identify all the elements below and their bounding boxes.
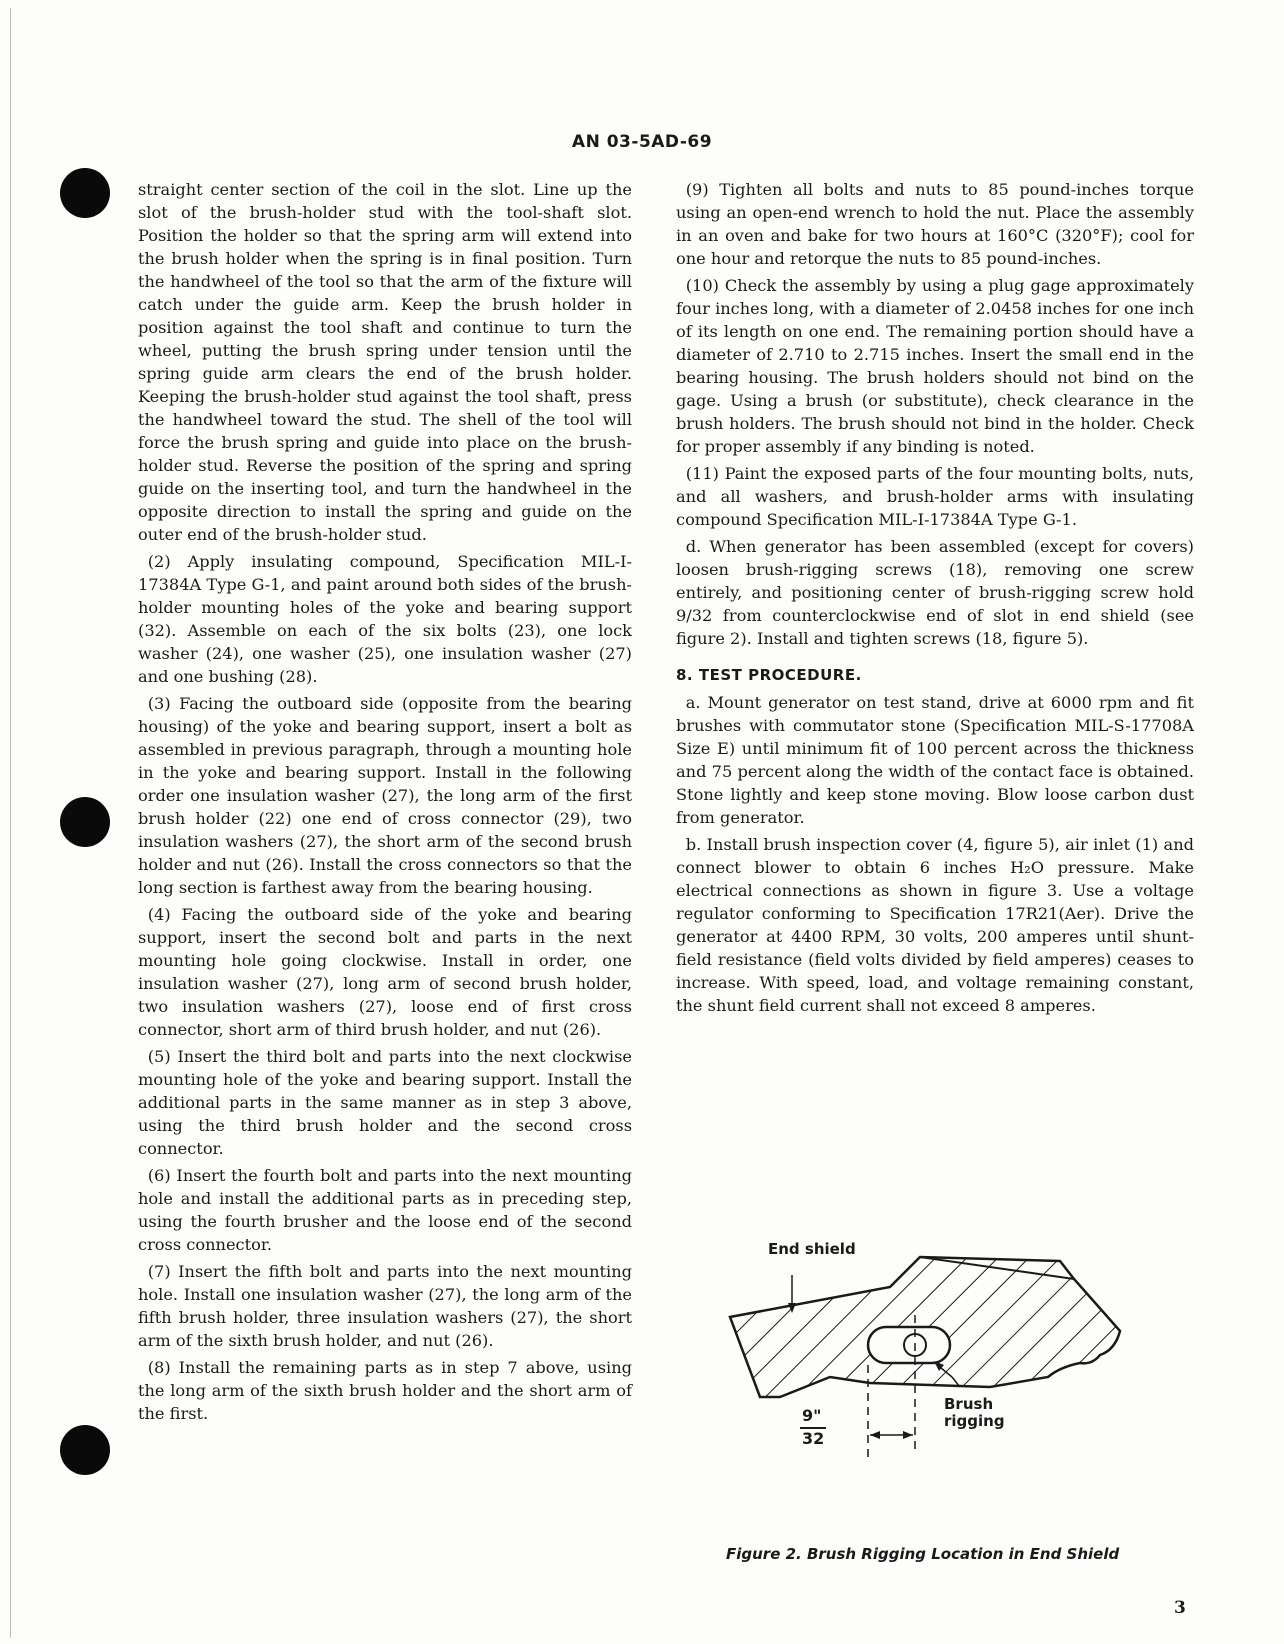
dimension-numerator: 9" [802, 1406, 822, 1425]
paragraph: a. Mount generator on test stand, drive at 6000 rpm and fit brushes with commutator stone (Specification MIL-S-17708A Size E) until minimum fit of 100 percent across the thickness and 75 percent along the width of the contact face is obtained. Stone lightly and keep stone moving. Blow loose carbon dust from generator. [676, 693, 1194, 827]
paragraph: d. When generator has been assembled (except for covers) loosen brush-rigging screws (18), removing one screw entirely, and positioning center of brush-rigging screw hold 9/32 from counterclockwise end of slot in end shield (see figure 2). Install and tighten screws (18, figure 5). [676, 537, 1194, 648]
end-shield-drawing [720, 1255, 1170, 1515]
punch-hole-top [60, 168, 110, 218]
page-number: 3 [1174, 1598, 1186, 1618]
paragraph: (4) Facing the outboard side of the yoke and bearing support, insert the second bolt and parts in the next mounting hole going clockwise. Install in order, one insulation washer (27), long arm of second brush holder, two insulation washers (27), loose end of first cross connector, short arm of third brush holder, and nut (26). [138, 905, 632, 1039]
rigging-label: rigging [944, 1412, 1005, 1430]
punch-hole-bottom [60, 1425, 110, 1475]
section-heading: 8. TEST PROCEDURE. [676, 666, 862, 684]
paragraph: (9) Tighten all bolts and nuts to 85 pound-inches torque using an open-end wrench to hold the nut. Place the assembly in an oven and bake for two hours at 160°C (320°F); cool for one hour and retorque the nuts to 85 pound-inches. [676, 180, 1194, 268]
paragraph: (8) Install the remaining parts as in step 7 above, using the long arm of the sixth brush holder and the short arm of the first. [138, 1358, 632, 1423]
figure-2-diagram [720, 1240, 1170, 1515]
paragraph: straight center section of the coil in the slot. Line up the slot of the brush-holder stud with the tool-shaft slot. Position the holder so that the spring arm will extend into the brush holder when the spring is in final position. Turn the handwheel of the tool so that the arm of the fixture will catch under the guide arm. Keep the brush holder in position against the tool shaft and continue to turn the wheel, putting the brush spring under tension until the spring guide arm clears the end of the brush holder. Keeping the brush-holder stud against the tool shaft, press the handwheel toward the stud. The shell of the tool will force the brush spring and guide into place on the brush-holder stud. Reverse the position of the spring and spring guide on the inserting tool, and turn the handwheel in the opposite direction to install the spring and guide on the outer end of the brush-holder stud. [138, 180, 632, 544]
paragraph: (10) Check the assembly by using a plug gage approximately four inches long, with a diameter of 2.0458 inches for one inch of its length on one end. The remaining portion should have a diameter of 2.710 to 2.715 inches. Insert the small end in the bearing housing. The brush holders should not bind on the gage. Using a brush (or substitute), check clearance in the brush holders. The brush should not bind in the holder. Check for proper assembly if any binding is noted. [676, 276, 1194, 456]
paragraph: b. Install brush inspection cover (4, figure 5), air inlet (1) and connect blower to obtain 6 inches H₂O pressure. Make electrical connections as shown in figure 3. Use a voltage regulator conforming to Specification 17R21(Aer). Drive the generator at 4400 RPM, 30 volts, 200 amperes until shunt-field resistance (field volts divided by field amperes) ceases to increase. With speed, load, and voltage remaining constant, the shunt field current shall not exceed 8 amperes. [676, 835, 1194, 1015]
paragraph: (2) Apply insulating compound, Specification MIL-I-17384A Type G-1, and paint around both sides of the brush-holder mounting holes of the yoke and bearing support (32). Assemble on each of the six bolts (23), one lock washer (24), one washer (25), one insulation washer (27) and one bushing (28). [138, 552, 632, 686]
paragraph: (11) Paint the exposed parts of the four mounting bolts, nuts, and all washers, and brush-holder arms with insulating compound Specification MIL-I-17384A Type G-1. [676, 464, 1194, 529]
paragraph: (6) Insert the fourth bolt and parts into the next mounting hole and install the additional parts as in preceding step, using the fourth brusher and the loose end of the second cross connector. [138, 1166, 632, 1254]
right-column [676, 178, 1194, 1021]
paragraph: (7) Insert the fifth bolt and parts into the next mounting hole. Install one insulation washer (27), the long arm of the fifth brush holder, three insulation washers (27), the short arm of the sixth brush holder, and nut (26). [138, 1262, 632, 1350]
paragraph: (5) Insert the third bolt and parts into the next clockwise mounting hole of the yoke and bearing support. Install the additional parts in the same manner as in step 3 above, using the third brush holder and the second cross connector. [138, 1047, 632, 1158]
brush-label: Brush [944, 1395, 994, 1413]
figure-caption: Figure 2. Brush Rigging Location in End Shield [726, 1545, 1120, 1563]
page-edge [10, 8, 11, 1638]
dimension-denominator: 32 [802, 1429, 825, 1448]
left-column [138, 178, 632, 1429]
end-shield-label: End shield [768, 1240, 856, 1258]
document-header: AN 03-5AD-69 [571, 132, 713, 152]
punch-hole-middle [60, 797, 110, 847]
paragraph: (3) Facing the outboard side (opposite from the bearing housing) of the yoke and bearing support, insert a bolt as assembled in previous paragraph, through a mounting hole in the yoke and bearing support. Install in the following order one insulation washer (27), the long arm of the first brush holder (22) one end of cross connector (29), two insulation washers (27), the short arm of the second brush holder and nut (26). Install the cross connectors so that the long section is farthest away from the bearing housing. [138, 694, 632, 897]
